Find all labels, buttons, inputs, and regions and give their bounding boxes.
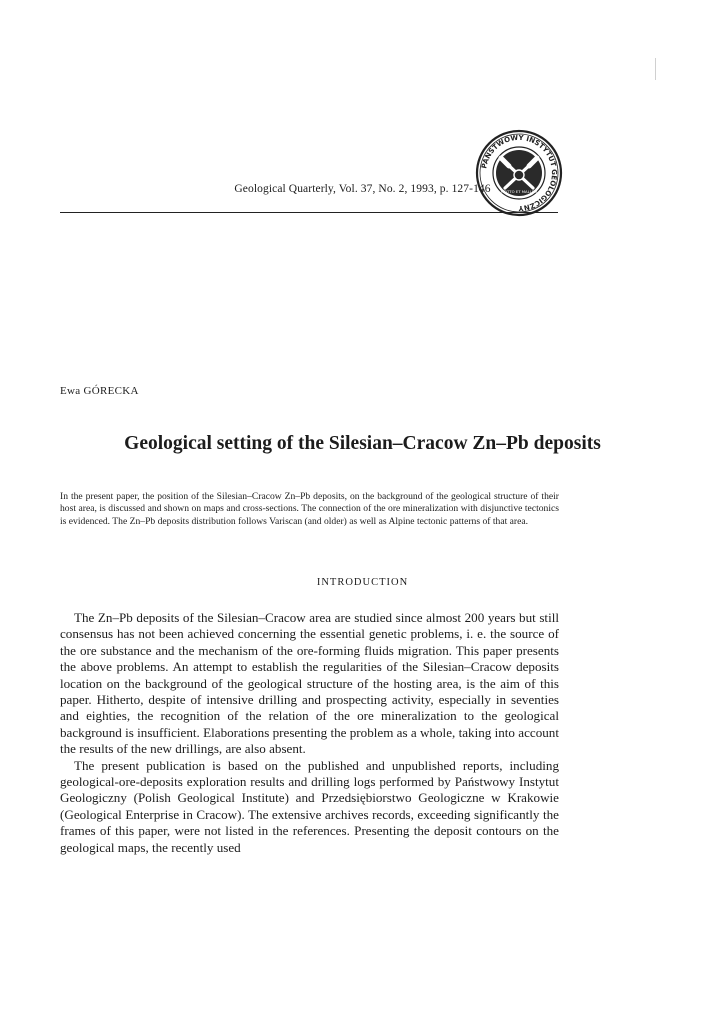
author-name: Ewa GÓRECKA — [60, 385, 139, 397]
introduction-body — [60, 610, 559, 856]
svg-text:MOTTO ET MALLEO: MOTTO ET MALLEO — [500, 189, 538, 194]
svg-text:PAŃSTWOWY INSTYTUT GEOLOGICZNY: PAŃSTWOWY INSTYTUT GEOLOGICZNY — [480, 133, 559, 213]
scan-edge-mark — [655, 58, 656, 80]
paper-title: Geological setting of the Silesian–Cracow Zn–Pb deposits — [124, 433, 601, 454]
institute-seal-logo — [475, 129, 563, 217]
abstract: In the present paper, the position of the Silesian–Cracow Zn–Pb deposits, on the background of the geological structure of their host area, is discussed and shown on maps and cross-sections. The connection of the ore mineralization with disjunctive tectonics is evidenced. The Zn–Pb deposits distribution follows Variscan (and older) as well as Alpine tectonic patterns of that area. — [60, 491, 559, 527]
paragraph: The present publication is based on the published and unpublished reports, including geological-ore-deposits exploration results and drilling logs performed by Państwowy Instytut Geologiczny (Polish Geological Institute) and Przedsiębiorstwo Geologiczne w Krakowie (Geological Enterprise in Cracow). The extensive archives records, exceeding significantly the frames of this paper, were not listed in the references. Presenting the deposit contours on the geological maps, the recently used — [60, 757, 559, 855]
paragraph: The Zn–Pb deposits of the Silesian–Cracow area are studied since almost 200 years but still consensus has not been achieved concerning the essential genetic problems, i. e. the source of the ore substance and the mechanism of the ore-forming fluids migration. This paper presents the above problems. An attempt to establish the regularities of the Silesian–Cracow deposits location on the background of the geological structure of the hosting area, is the aim of this paper. Hitherto, despite of intensive drilling and prospecting activity, especially in seventies and eighties, the recognition of the relation of the ore mineralization to the geological background is insufficient. Elaborations presenting the problem as a whole, taking into account the results of the new drillings, are also absent. — [60, 610, 559, 757]
section-heading-introduction: INTRODUCTION — [316, 577, 409, 588]
header-rule — [60, 212, 558, 213]
journal-citation: Geological Quarterly, Vol. 37, No. 2, 1993, p. 127-146 — [234, 183, 491, 195]
